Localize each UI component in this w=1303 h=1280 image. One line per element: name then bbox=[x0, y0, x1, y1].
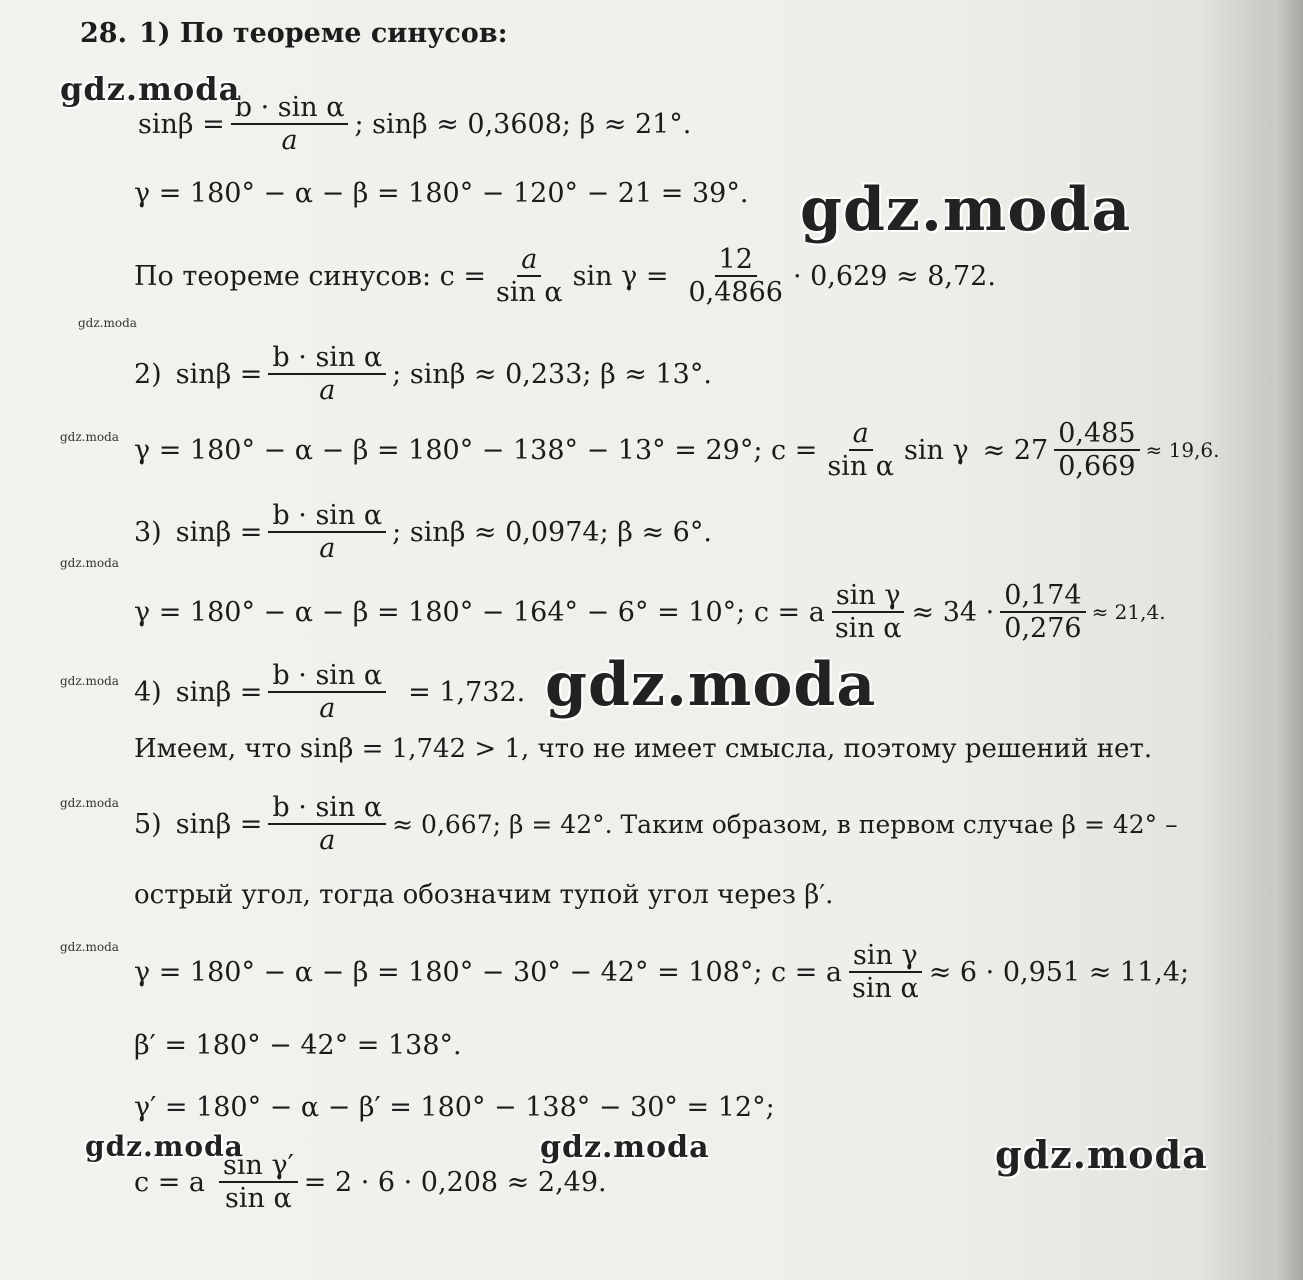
part5-sin-beta bbox=[134, 792, 1178, 856]
part2-label: 2) bbox=[134, 358, 162, 390]
part3-c-num1: sin γ bbox=[832, 580, 905, 613]
part5-gamma: γ = 180° − α − β = 180° − 30° − 42° = 108°; c = a bbox=[134, 956, 842, 988]
part2-c-mid: sin γ bbox=[904, 434, 969, 466]
part5-c2-den: sin α bbox=[225, 1183, 292, 1215]
part5-gamma-line bbox=[134, 940, 1189, 1004]
problem-header bbox=[80, 18, 508, 49]
watermark-small-5: gdz.moda bbox=[60, 796, 119, 810]
part2-denominator: a bbox=[319, 375, 336, 407]
book-spine-edge bbox=[1273, 0, 1303, 1280]
part3-c-den1: sin α bbox=[834, 613, 902, 645]
part2-result: ; sinβ ≈ 0,233; β ≈ 13°. bbox=[392, 358, 712, 390]
part3-sin-beta bbox=[134, 500, 712, 564]
part1-c-fraction2 bbox=[684, 244, 786, 308]
watermark-top-left: gdz.moda bbox=[60, 70, 241, 108]
part1-fraction bbox=[231, 92, 349, 156]
part1-c-den1: sin α bbox=[495, 277, 563, 309]
part5-c-num: sin γ bbox=[849, 940, 922, 973]
part3-lhs: sinβ = bbox=[175, 516, 263, 548]
part5-c-tail: ≈ 6 · 0,951 ≈ 11,4; bbox=[928, 956, 1190, 988]
part5-numerator: b · sin α bbox=[268, 792, 386, 825]
part2-numerator: b · sin α bbox=[268, 342, 386, 375]
part3-label: 3) bbox=[134, 516, 162, 548]
part2-c-fraction2 bbox=[1054, 418, 1139, 482]
part4-fraction bbox=[268, 660, 386, 724]
part5-c2-lead: c = a bbox=[134, 1166, 206, 1198]
part4-conclusion: Имеем, что sinβ = 1,742 > 1, что не имеет смысла, поэтому решений нет. bbox=[134, 734, 1153, 764]
part2-c-fraction1 bbox=[823, 418, 898, 482]
part2-c-num1: a bbox=[852, 418, 869, 449]
part5-beta-prime: β′ = 180° − 42° = 138°. bbox=[134, 1030, 462, 1061]
part1-result: ; sinβ ≈ 0,3608; β ≈ 21°. bbox=[354, 108, 692, 140]
part5-result: ≈ 0,667; β = 42°. Таким образом, в первом случае β = 42° – bbox=[392, 809, 1178, 839]
part2-c-approx: ≈ 27 bbox=[982, 434, 1049, 466]
part5-c-den: sin α bbox=[852, 973, 919, 1005]
part5-c2-tail: = 2 · 6 · 0,208 ≈ 2,49. bbox=[303, 1166, 607, 1198]
part2-fraction bbox=[268, 342, 386, 406]
part2-c-den1: sin α bbox=[827, 451, 895, 483]
part5-c2-num: sin γ′ bbox=[219, 1150, 298, 1183]
part2-lhs: sinβ = bbox=[175, 358, 263, 390]
part2-c-num2: 0,485 bbox=[1054, 418, 1139, 451]
watermark-large-2: gdz.moda bbox=[545, 650, 877, 720]
part2-c-den2: 0,669 bbox=[1058, 451, 1136, 483]
part2-sin-beta bbox=[134, 342, 712, 406]
part1-c-mid: sin γ = bbox=[572, 260, 669, 292]
part1-c-line bbox=[134, 244, 996, 308]
part3-numerator: b · sin α bbox=[268, 500, 386, 533]
part3-gamma-line bbox=[134, 580, 1166, 644]
part5-label: 5) bbox=[134, 808, 162, 840]
watermark-bottom-right: gdz.moda bbox=[995, 1132, 1208, 1177]
part1-c-num1: a bbox=[521, 244, 538, 275]
part3-c-num2: 0,174 bbox=[1000, 580, 1085, 613]
part5-denominator: a bbox=[319, 825, 336, 857]
part3-gamma: γ = 180° − α − β = 180° − 164° − 6° = 10°; c = a bbox=[134, 596, 825, 628]
part4-label: 4) bbox=[134, 676, 162, 708]
part1-c-tail: · 0,629 ≈ 8,72. bbox=[792, 260, 996, 292]
part3-c-fraction2 bbox=[1000, 580, 1085, 644]
watermark-small-2: gdz.moda bbox=[60, 430, 119, 444]
part3-c-result: ≈ 21,4. bbox=[1091, 600, 1166, 625]
part1-numerator: b · sin α bbox=[231, 92, 349, 125]
part4-sin-beta bbox=[134, 660, 525, 724]
part4-numerator: b · sin α bbox=[268, 660, 386, 693]
part5-lhs: sinβ = bbox=[175, 808, 263, 840]
part3-result: ; sinβ ≈ 0,0974; β ≈ 6°. bbox=[392, 516, 712, 548]
part5-fraction bbox=[268, 792, 386, 856]
part5-line2: острый угол, тогда обозначим тупой угол через β′. bbox=[134, 880, 834, 910]
part4-denominator: a bbox=[319, 693, 336, 725]
part2-gamma: γ = 180° − α − β = 180° − 138° − 13° = 29°; c = bbox=[134, 434, 818, 466]
part2-gamma-line bbox=[134, 418, 1220, 482]
part1-denominator: a bbox=[281, 125, 298, 157]
watermark-small-1: gdz.moda bbox=[78, 316, 137, 330]
part5-gamma-prime: γ′ = 180° − α − β′ = 180° − 138° − 30° = 12°; bbox=[134, 1092, 775, 1123]
part5-c-fraction bbox=[848, 940, 923, 1004]
part3-c-approx: ≈ 34 · bbox=[911, 596, 995, 628]
watermark-small-4: gdz.moda bbox=[60, 674, 119, 688]
watermark-large-1: gdz.moda bbox=[800, 175, 1132, 245]
part1-lhs: sinβ = bbox=[138, 108, 225, 140]
part2-c-result: ≈ 19,6. bbox=[1145, 438, 1220, 463]
part3-c-den2: 0,276 bbox=[1004, 613, 1082, 645]
part1-c-num2: 12 bbox=[715, 244, 757, 277]
watermark-small-3: gdz.moda bbox=[60, 556, 119, 570]
problem-title: 1) По теореме синусов: bbox=[138, 18, 508, 49]
part1-c-den2: 0,4866 bbox=[688, 277, 783, 309]
part1-c-fraction1 bbox=[492, 244, 567, 308]
part3-denominator: a bbox=[319, 533, 336, 565]
problem-number: 28. bbox=[80, 18, 127, 49]
part1-c-lead: По теореме синусов: c = bbox=[134, 260, 486, 292]
watermark-small-6: gdz.moda bbox=[60, 940, 119, 954]
part3-fraction bbox=[268, 500, 386, 564]
part3-c-fraction1 bbox=[831, 580, 906, 644]
part4-result: = 1,732. bbox=[408, 676, 526, 708]
watermark-bottom-center: gdz.moda bbox=[540, 1130, 710, 1165]
watermark-bottom-left: gdz.moda bbox=[85, 1130, 244, 1163]
part4-lhs: sinβ = bbox=[175, 676, 263, 708]
part1-gamma: γ = 180° − α − β = 180° − 120° − 21 = 39°. bbox=[134, 178, 749, 209]
